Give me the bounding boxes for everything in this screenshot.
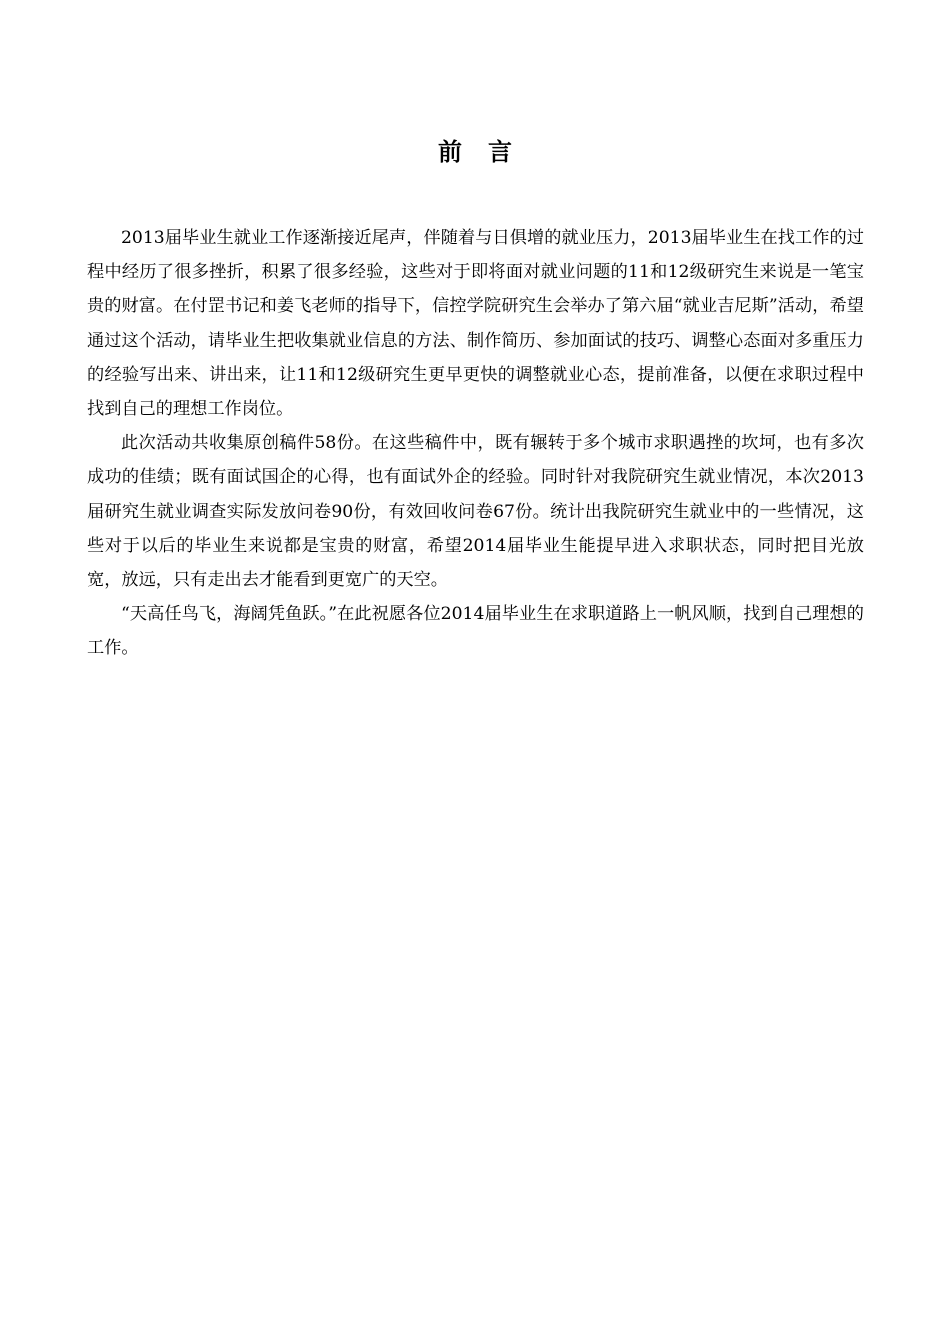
- paragraph-3: “天高任鸟飞，海阔凭鱼跃。”在此祝愿各位2014届毕业生在求职道路上一帆风顺，找到自己理想的工作。: [87, 604, 864, 659]
- page-title: 前言: [438, 137, 538, 166]
- paragraph-2: 此次活动共收集原创稿件58份。在这些稿件中，既有辗转于多个城市求职遇挫的坎坷，也有多次成功的佳绩；既有面试国企的心得，也有面试外企的经验。同时针对我院研究生就业情况，本次2013届研究生就业调查实际发放问卷90份，有效回收问卷67份。统计出我院研究生就业中的一些情况，这些对于以后的毕业生来说都是宝贵的财富，希望2014届毕业生能提早进入求职状态，同时把目光放宽，放远，只有走出去才能看到更宽广的天空。: [87, 433, 864, 591]
- paragraph-1: 2013届毕业生就业工作逐渐接近尾声，伴随着与日俱增的就业压力，2013届毕业生在找工作的过程中经历了很多挫折，积累了很多经验，这些对于即将面对就业问题的11和12级研究生来说是一笔宝贵的财富。在付罡书记和姜飞老师的指导下，信控学院研究生会举办了第六届“就业吉尼斯”活动，希望通过这个活动，请毕业生把收集就业信息的方法、制作简历、参加面试的技巧、调整心态面对多重压力的经验写出来、讲出来，让11和12级研究生更早更快的调整就业心态，提前准备，以便在求职过程中找到自己的理想工作岗位。: [87, 228, 864, 420]
- preface-body: [87, 221, 864, 666]
